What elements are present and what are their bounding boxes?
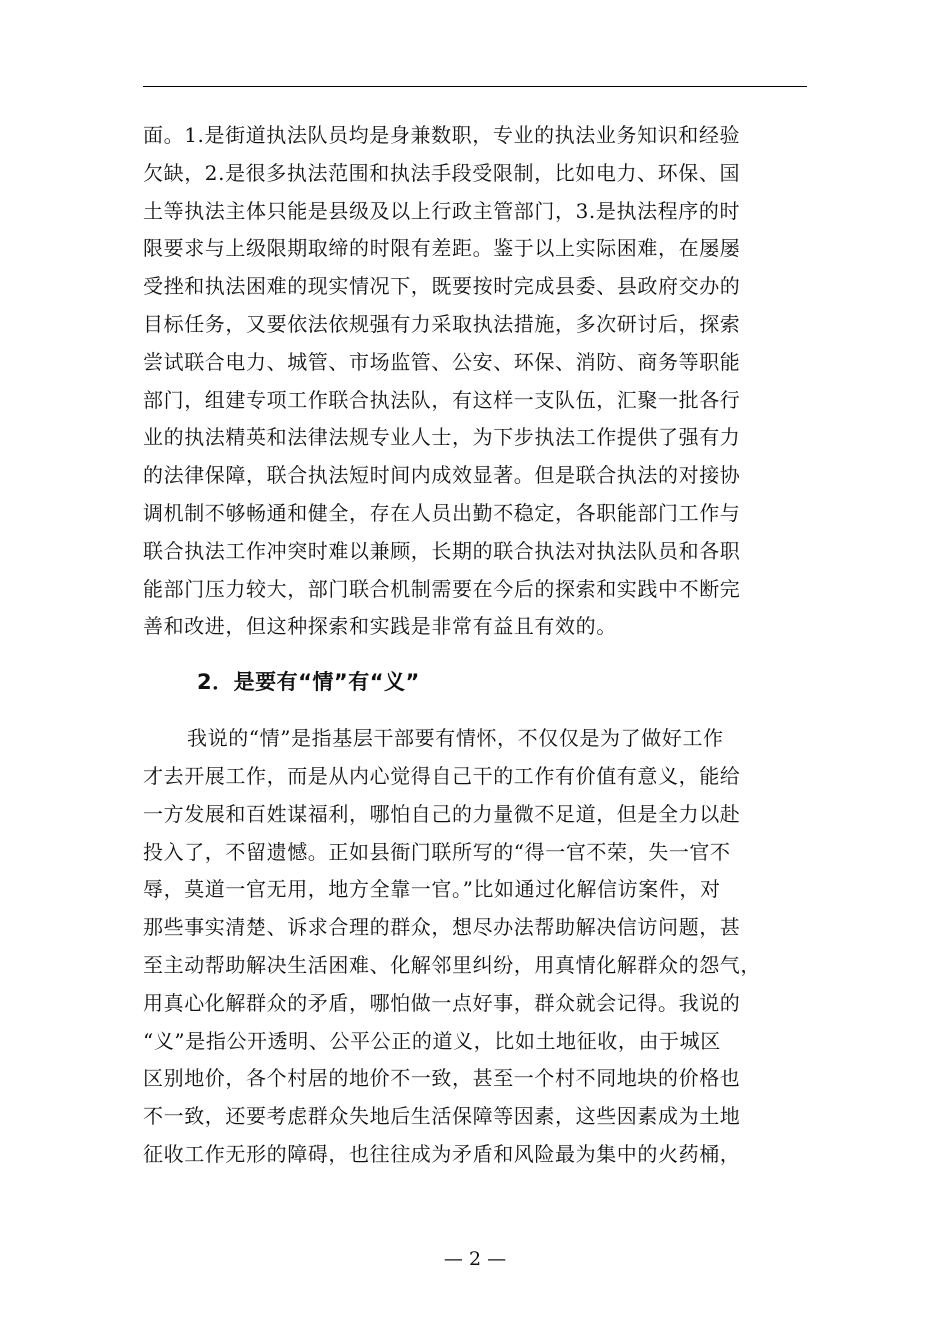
text-line: 我说的“情”是指基层干部要有情怀，不仅仅是为了做好工作 xyxy=(187,726,724,751)
text-line: 部门，组建专项工作联合执法队，有这样一支队伍，汇聚一批各行 xyxy=(143,387,741,412)
text-line: 的法律保障，联合执法短时间内成效显著。但是联合执法的对接协 xyxy=(143,463,741,488)
text-line: 土等执法主体只能是县级及以上行政主管部门，3.是执法程序的时 xyxy=(143,198,741,223)
text-line: 不一致，还要考虑群众失地后生活保障等因素，这些因素成为土地 xyxy=(143,1104,741,1129)
section-heading: 2．是要有“情”有“义” xyxy=(197,670,420,695)
text-line: 辱，莫道一官无用，地方全靠一官。”比如通过化解信访案件，对 xyxy=(143,877,721,902)
text-line: 投入了，不留遗憾。正如县衙门联所写的“得一官不荣，失一官不 xyxy=(143,839,731,864)
paragraph-2 xyxy=(143,720,807,1174)
text-line: 善和改进，但这种探索和实践是非常有益且有效的。 xyxy=(143,614,617,639)
text-line: 调机制不够畅通和健全，存在人员出勤不稳定，各职能部门工作与 xyxy=(143,500,741,525)
text-line: 联合执法工作冲突时难以兼顾，长期的联合执法对执法队员和各职 xyxy=(143,538,741,563)
text-line: 目标任务，又要依法依规强有力采取执法措施，多次研讨后，探索 xyxy=(143,311,741,336)
text-line: 欠缺，2.是很多执法范围和执法手段受限制，比如电力、环保、国 xyxy=(143,160,741,185)
text-line: 征收工作无形的障碍，也往往成为矛盾和风险最为集中的火药桶， xyxy=(143,1141,741,1166)
text-line: 那些事实清楚、诉求合理的群众，想尽办法帮助解决信访问题，甚 xyxy=(143,915,741,940)
header-rule xyxy=(143,86,807,87)
text-line: 能部门压力较大，部门联合机制需要在今后的探索和实践中不断完 xyxy=(143,576,741,601)
text-line: 用真心化解群众的矛盾，哪怕做一点好事，群众就会记得。我说的 xyxy=(143,990,741,1015)
page-body xyxy=(143,117,807,1174)
text-line: 至主动帮助解决生活困难、化解邻里纠纷，用真情化解群众的怨气， xyxy=(143,952,761,977)
paragraph-1 xyxy=(143,117,807,646)
text-line: 才去开展工作，而是从内心觉得自己干的工作有价值有意义，能给 xyxy=(143,763,741,788)
text-line: 尝试联合电力、城管、市场监管、公安、环保、消防、商务等职能 xyxy=(143,349,741,374)
text-line: 受挫和执法困难的现实情况下，既要按时完成县委、县政府交办的 xyxy=(143,274,741,299)
text-line: “义”是指公开透明、公平公正的道义，比如土地征收，由于城区 xyxy=(143,1028,721,1053)
text-line: 限要求与上级限期取缔的时限有差距。鉴于以上实际困难，在屡屡 xyxy=(143,236,741,261)
text-line: 区别地价，各个村居的地价不一致，甚至一个村不同地块的价格也 xyxy=(143,1066,741,1091)
text-line: 业的执法精英和法律法规专业人士，为下步执法工作提供了强有力 xyxy=(143,425,741,450)
text-line: 面。1.是街道执法队员均是身兼数职，专业的执法业务知识和经验 xyxy=(143,123,741,147)
page-number: — 2 — xyxy=(443,1248,507,1270)
text-line: 一方发展和百姓谋福利，哪怕自己的力量微不足道，但是全力以赴 xyxy=(143,801,741,826)
